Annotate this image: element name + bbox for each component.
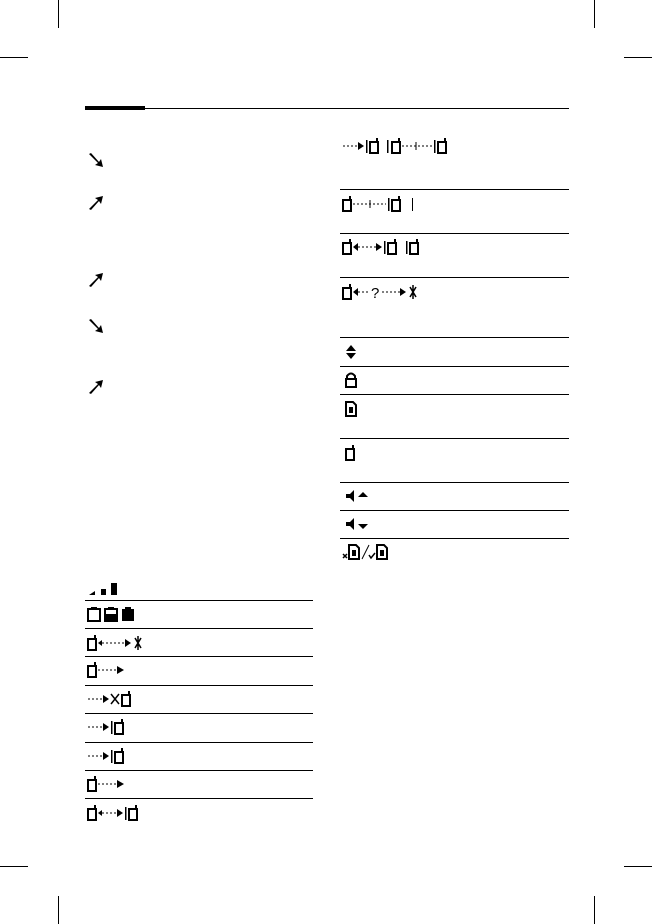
section-header-bar [85, 106, 145, 110]
phone-to-bluetooth-transfer-icon [87, 634, 147, 652]
call-incoming-arrow-icon [86, 316, 106, 336]
table-row-divider [340, 482, 569, 483]
table-row-divider [340, 233, 569, 234]
table-row-divider [85, 770, 313, 771]
table-row-divider [340, 189, 569, 190]
volume-down-icon [344, 515, 372, 533]
incoming-phone-to-phone-icon [342, 137, 452, 155]
table-row-divider [340, 394, 569, 395]
table-row-divider [340, 277, 569, 278]
crop-mark-top-left [58, 0, 59, 28]
phone-outgoing-icon [87, 661, 127, 679]
phone-to-phone-transfer-icon [87, 804, 143, 822]
sim-card-icon [344, 400, 358, 418]
table-row-divider [85, 656, 313, 657]
phone-bidirectional-phone-icon [342, 238, 442, 256]
volume-up-icon [344, 487, 372, 505]
battery-level-icon [87, 605, 139, 623]
table-row-divider [340, 337, 569, 338]
crop-mark-top-right-h [624, 57, 652, 58]
table-row-divider [85, 685, 313, 686]
section-header-rule [145, 108, 569, 109]
sim-remove-check-icon [342, 543, 398, 561]
table-row-divider [85, 798, 313, 799]
call-incoming-arrow-icon [86, 150, 106, 170]
signal-strength-icon [87, 579, 131, 597]
incoming-blocked-phone-icon [87, 690, 137, 708]
table-row-divider [85, 628, 313, 629]
table-row-divider [340, 438, 569, 439]
incoming-to-phone-icon [87, 718, 127, 736]
phone-icon [344, 444, 358, 462]
call-outgoing-arrow-icon [86, 193, 106, 213]
svg-text:?: ? [371, 285, 380, 301]
crop-mark-bottom-left [58, 896, 59, 924]
call-outgoing-arrow-icon [86, 270, 106, 290]
phone-outgoing-icon [87, 775, 127, 793]
call-outgoing-arrow-icon [86, 377, 106, 397]
incoming-to-phone-icon [87, 747, 127, 765]
phone-dotted-phone-icon [342, 195, 422, 213]
keypad-lock-icon [344, 371, 358, 389]
scroll-up-down-icon [344, 343, 358, 361]
table-row-divider [340, 366, 569, 367]
table-row-divider [340, 538, 569, 539]
table-row-divider [85, 600, 313, 601]
table-row-divider [85, 713, 313, 714]
table-row-divider [340, 510, 569, 511]
crop-mark-bottom-right-h [624, 866, 652, 867]
phone-query-bluetooth-icon [342, 283, 432, 301]
table-row-divider [85, 742, 313, 743]
crop-mark-top-left-h [0, 57, 28, 58]
crop-mark-bottom-right [594, 896, 595, 924]
crop-mark-bottom-left-h [0, 866, 28, 867]
crop-mark-top-right [594, 0, 595, 28]
